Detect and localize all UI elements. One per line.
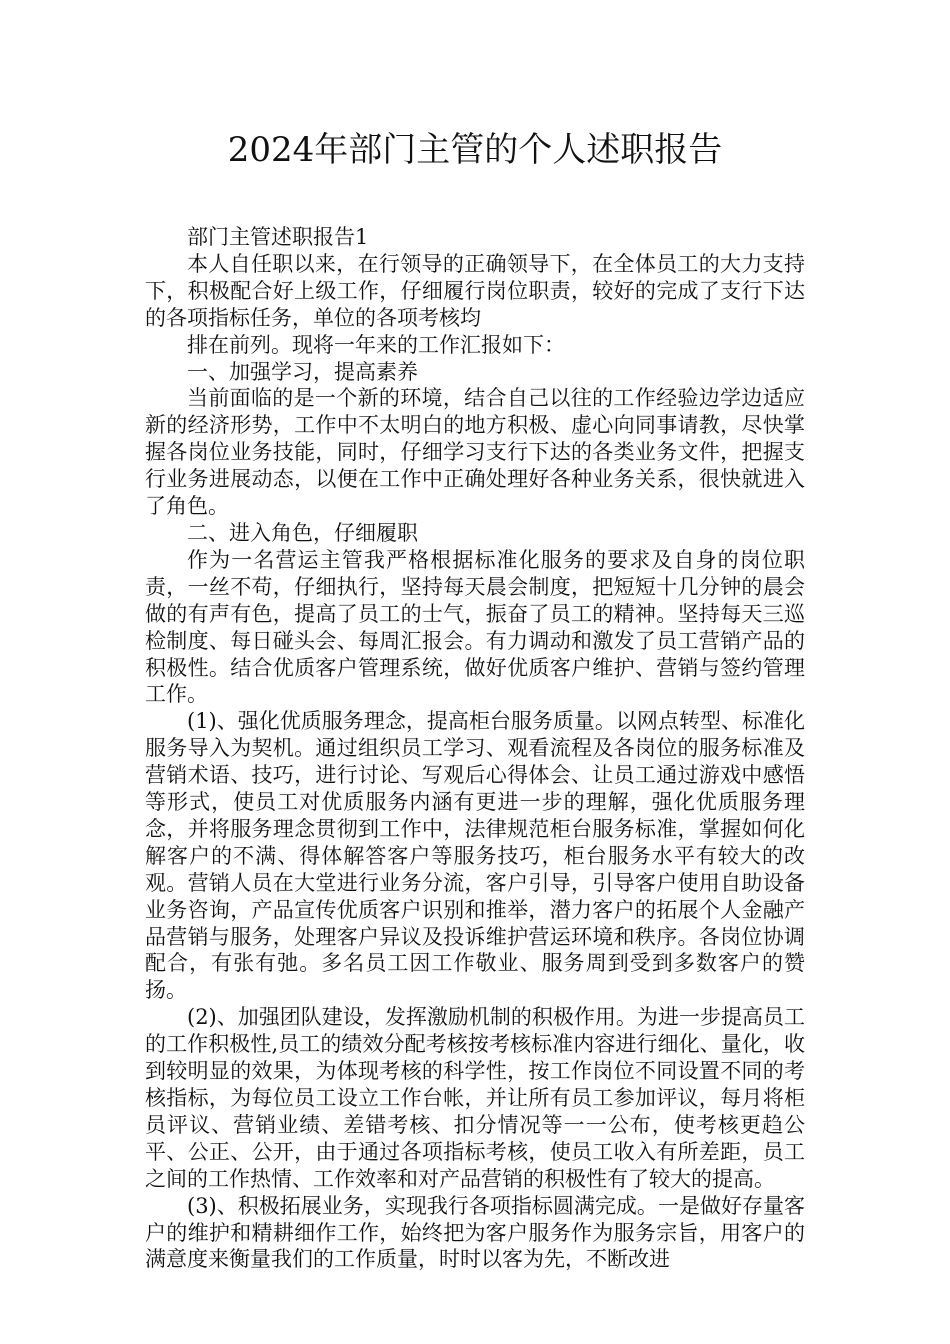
paragraph-section-1: 当前面临的是一个新的环境，结合自己以往的工作经验边学边适应新的经济形势，工作中不太明白的地方积极、虚心向同事请教，尽快掌握各岗位业务技能，同时，仔细学习支行下达的各类业务文件，把握支行业务进展动态，以便在工作中正确处理好各种业务关系，很快就进入了角色。 [145,386,805,519]
paragraph-intro-continued: 排在前列。现将一年来的工作汇报如下： [187,332,565,357]
paragraph-item-2: (2)、加强团队建设，发挥激励机制的积极作用。为进一步提高员工的工作积极性,员工的绩效分配考核按考核标准内容进行细化、量化，收到较明显的效果，为体现考核的科学性，按工作岗位不同设置不同的考核指标，为每位员工设立工作台帐，并让所有员工参加评议，每月将柜员评议、营销业绩、差错考核、扣分情况等一一公布，使考核更趋公平、公正、公开，由于通过各项指标考核，使员工收入有所差距，员工之间的工作热情、工作效率和对产品营销的积极性有了较大的提高。 [145,1005,805,1191]
document-body [145,224,805,1273]
section-heading-2: 二、进入角色，仔细履职 [187,520,418,545]
paragraph-item-3: (3)、积极拓展业务，实现我行各项指标圆满完成。一是做好存量客户的维护和精耕细作工作，始终把为客户服务作为服务宗旨，用客户的满意度来衡量我们的工作质量，时时以客为先，不断改进 [145,1193,805,1272]
section-heading-1: 一、加强学习，提高素养 [187,359,418,384]
paragraph-item-1: (1)、强化优质服务理念，提高柜台服务质量。以网点转型、标准化服务导入为契机。通过组织员工学习、观看流程及各岗位的服务标准及营销术语、技巧，进行讨论、写观后心得体会、让员工通过游戏中感悟等形式，使员工对优质服务内涵有更进一步的理解，强化优质服务理念，并将服务理念贯彻到工作中，法律规范柜台服务标准，掌握如何化解客户的不满、得体解答客户等服务技巧，柜台服务水平有较大的改观。营销人员在大堂进行业务分流，客户引导，引导客户使用自助设备业务咨询，产品宣传优质客户识别和推举，潜力客户的拓展个人金融产品营销与服务，处理客户异议及投诉维护营运环境和秩序。各岗位协调配合，有张有弛。多名员工因工作敬业、服务周到受到多数客户的赞扬。 [145,709,805,1003]
paragraph-section-2: 作为一名营运主管我严格根据标准化服务的要求及自身的岗位职责，一丝不苟，仔细执行，坚持每天晨会制度，把短短十几分钟的晨会做的有声有色，提高了员工的士气，振奋了员工的精神。坚持每天三巡检制度、每日碰头会、每周汇报会。有力调动和激发了员工营销产品的积极性。结合优质客户管理系统，做好优质客户维护、营销与签约管理工作。 [145,547,805,707]
paragraph-intro: 本人自任职以来，在行领导的正确领导下，在全体员工的大力支持下，积极配合好上级工作，仔细履行岗位职责，较好的完成了支行下达的各项指标任务，单位的各项考核均 [145,251,805,330]
report-subtitle: 部门主管述职报告1 [187,225,369,249]
document-title: 2024年部门主管的个人述职报告 [227,130,723,170]
